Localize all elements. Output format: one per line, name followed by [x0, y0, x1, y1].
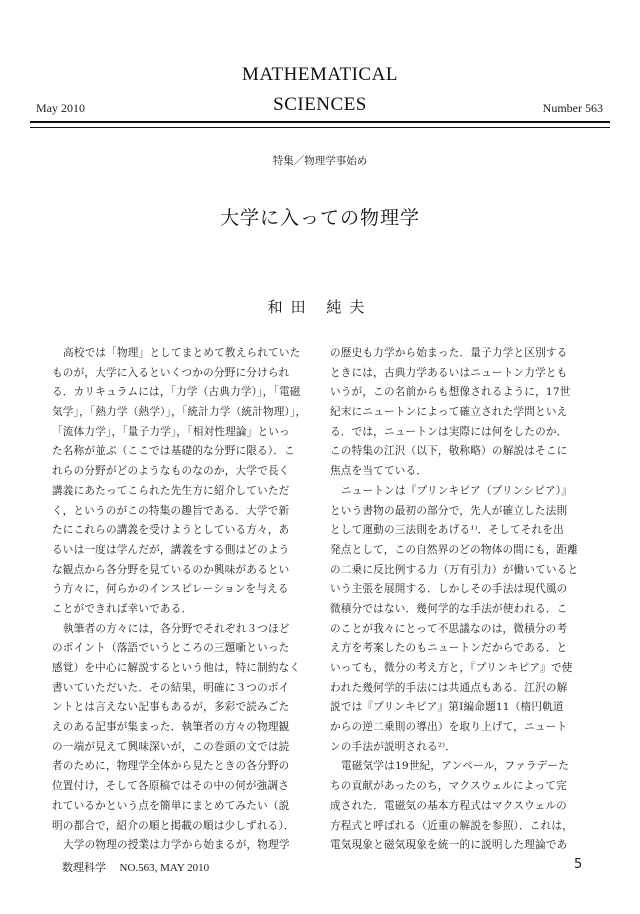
text-line: という書物の最初の部分で，先人が確立した法則: [330, 504, 568, 517]
text-line: 者のために，物理学全体から見たときの各分野の: [52, 760, 290, 773]
text-line: れているかという点を簡単にまとめてみたい（説: [52, 799, 290, 812]
text-line: の二乗に反比例する力（万有引力）が働いていると: [330, 563, 579, 576]
text-line: 方程式と呼ばれる（近重の解説を参照）．これは，: [330, 819, 573, 832]
text-line: ントとは言えない記事もあるが，多彩で読みごた: [52, 701, 290, 714]
text-line: 微積分ではない．幾何学的な手法が使われる．こ: [330, 602, 568, 615]
magazine-title-line1: MATHEMATICAL: [242, 64, 398, 85]
text-line: 「流体力学」，「量子力学」，「相対性理論」といっ: [52, 425, 290, 438]
issue-number: Number 563: [542, 101, 603, 115]
text-line: く，というのがこの特集の趣旨である．大学で新: [52, 504, 290, 517]
text-line: の一端が見えて興味深いが，この巻頭の文では読: [52, 740, 290, 753]
text-line: 電磁気学は19世紀，アンペール，ファラデーた: [341, 760, 570, 773]
text-line: 執筆者の方々には，各分野でそれぞれ３つほど: [63, 622, 290, 635]
text-line: えのある記事が集まった．執筆者の方々の物理観: [52, 721, 290, 734]
text-line: 焦点を当てている．: [330, 465, 428, 478]
text-line: ンの手法が説明される²⁾．: [330, 740, 456, 753]
header-rule-thick: [30, 121, 610, 123]
text-line: の歴史も力学から始まった．量子力学と区別する: [330, 347, 568, 359]
text-line: 大学の物理の授業は力学から始まるが，物理学: [63, 839, 290, 852]
body-column-right: [330, 344, 588, 856]
text-line: いうが，この名前からも想像されるように，17世: [330, 386, 571, 399]
text-line: この特集の江沢（以下，敬称略）の解説はそこに: [330, 445, 568, 458]
text-line: ときには，古典力学あるいはニュートン力学とも: [330, 366, 568, 379]
header-rule-thin: [30, 127, 610, 128]
text-line: 講義にあたってこられた先生方に紹介していただ: [52, 484, 290, 497]
text-line: からの逆二乗則の導出）を取り上げて，ニュート: [330, 721, 568, 734]
text-line: う方々に，何らかのインスピレーションを与える: [52, 583, 289, 596]
text-line: る．では，ニュートンは実際には何をしたのか．: [330, 425, 568, 438]
text-line: 書いていただいた．その結果，明確に３つのポイ: [52, 681, 290, 694]
body-column-left: [52, 344, 310, 856]
text-line: ものが，大学に入るといくつかの分野に分けられ: [52, 366, 290, 379]
magazine-title-line2: SCIENCES: [273, 94, 367, 115]
feature-label: 特集／物理学事始め: [272, 155, 368, 167]
text-line: われた幾何学的手法には共通点もある．江沢の解: [330, 681, 568, 694]
text-line: 感覚）を中心に解説するという他は，特に制約なく: [52, 662, 301, 674]
article-title: 大学に入っての物理学: [219, 207, 420, 229]
text-line: のポイント（落語でいうところの三題噺といった: [52, 642, 290, 655]
page-number: 5: [574, 857, 583, 872]
text-line: のことが我々にとって不思議なのは，微積分の考: [330, 622, 568, 635]
article-author: 和田 純夫: [267, 298, 373, 316]
text-line: ちの貢献があったのち，マクスウェルによって完: [330, 780, 567, 793]
text-line: いう主張を展開する．しかしその手法は現代風の: [330, 583, 568, 596]
text-line: 位置付け，そして各原稿ではその中の何が強調さ: [52, 780, 290, 793]
text-line: 紀末にニュートンによって確立された学問といえ: [330, 406, 568, 419]
text-line: た名称が並ぶ（ここでは基礎的な分野に限る）．こ: [52, 445, 295, 458]
text-line: 高校では「物理」としてまとめて教えられていた: [63, 347, 301, 359]
text-line: 成された．電磁気の基本方程式はマクスウェルの: [330, 799, 567, 812]
text-line: たにこれらの講義を受けようとしている方々，あ: [52, 524, 290, 537]
footer-journal: [62, 859, 209, 875]
text-line: え方を考案したのもニュートンだからである．と: [330, 642, 568, 655]
text-line: 明の都合で，紹介の順と掲載の順は少しずれる）．: [52, 819, 295, 832]
text-line: れらの分野がどのようなものなのか，大学で長く: [52, 465, 290, 478]
text-line: 発点として，この自然界のどの物体の間にも，距離: [330, 543, 579, 556]
journal-issue: NO.563, MAY 2010: [119, 862, 210, 874]
text-line: 説では『プリンキピア』第Ⅰ編命題11（楕円軌道: [330, 701, 564, 714]
text-line: る．カリキュラムには，「力学（古典力学）」，「電磁: [52, 386, 301, 399]
text-line: ことができれば幸いである．: [52, 602, 193, 615]
journal-name: 数理科学: [62, 861, 106, 874]
text-line: 電気現象と磁気現象を統一的に説明した理論であ: [330, 839, 568, 852]
text-line: な観点から各分野を見ているのか興味があるとい: [52, 563, 290, 576]
issue-date: May 2010: [36, 101, 85, 115]
text-line: ニュートンは『プリンキピア（プリンシピア）』: [341, 484, 573, 497]
text-line: として運動の三法則をあげる¹⁾．そしてそれを出: [330, 524, 564, 537]
text-line: いっても，微分の考え方と，『プリンキピア』で使: [330, 662, 573, 674]
text-line: るいは一度は学んだが，講義をする側はどのよう: [52, 543, 290, 556]
text-line: 気学」，「熱力学（熱学）」，「統計力学（統計物理）」，: [52, 406, 307, 419]
